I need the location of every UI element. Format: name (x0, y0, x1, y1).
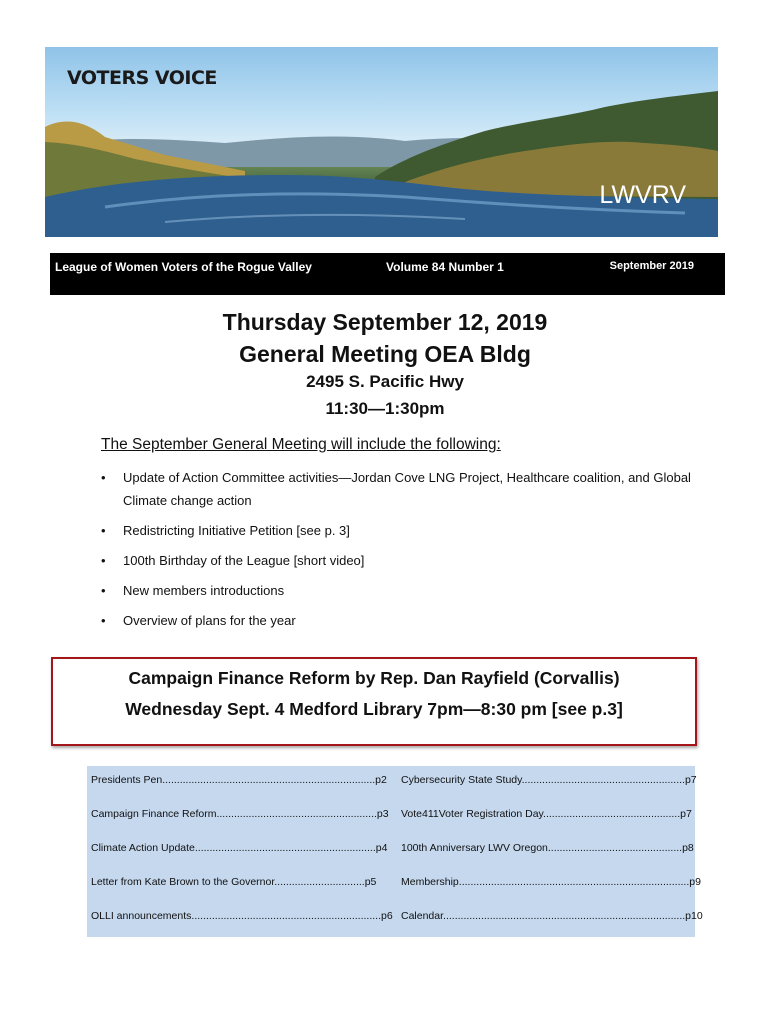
newsletter-title: VOTERS VOICE (67, 67, 217, 89)
organization-name: League of Women Voters of the Rogue Valley (55, 260, 312, 274)
toc-entry[interactable]: Membership...............................................................................p9 (401, 876, 701, 888)
toc-entry[interactable]: Climate Action Update..............................................................p4 (91, 842, 388, 854)
agenda-list (101, 466, 701, 639)
agenda-item: • 100th Birthday of the League [short video] (101, 549, 701, 572)
toc-entry[interactable]: OLLI announcements.................................................................p6 (91, 910, 393, 922)
callout-title: Campaign Finance Reform by Rep. Dan Rayfield (Corvallis) (128, 668, 620, 688)
toc-entry[interactable]: Vote411Voter Registration Day...............................................p7 (401, 808, 692, 820)
volume-number: Volume 84 Number 1 (386, 260, 504, 274)
toc-entry[interactable]: Campaign Finance Reform.......................................................p3 (91, 808, 389, 820)
toc-entry[interactable]: Calendar...................................................................................p10 (401, 910, 703, 922)
meeting-time: 11:30—1:30pm (325, 399, 445, 418)
agenda-item: • Update of Action Committee activities—Jordan Cove LNG Project, Healthcare coalition, and Global Climate change action (101, 466, 701, 512)
callout-details: Wednesday Sept. 4 Medford Library 7pm—8:30 pm [see p.3] (125, 699, 623, 719)
toc-entry[interactable]: Cybersecurity State Study........................................................p7 (401, 774, 697, 786)
meeting-date: Thursday September 12, 2019 (222, 309, 548, 335)
masthead-bar (50, 253, 725, 295)
toc-entry[interactable]: 100th Anniversary LWV Oregon..............................................p8 (401, 842, 694, 854)
masthead-banner-photo (45, 47, 718, 237)
agenda-item: • Redistricting Initiative Petition [see p. 3] (101, 519, 701, 542)
agenda-intro: The September General Meeting will include the following: (101, 436, 501, 453)
toc-entry[interactable]: Presidents Pen.........................................................................p2 (91, 774, 387, 786)
issue-date: September 2019 (609, 260, 694, 272)
toc-entry[interactable]: Letter from Kate Brown to the Governor...............................p5 (91, 876, 377, 888)
meeting-address: 2495 S. Pacific Hwy (306, 372, 464, 391)
meeting-title: General Meeting OEA Bldg (239, 341, 531, 367)
organization-acronym: LWVRV (599, 181, 686, 209)
agenda-item: • Overview of plans for the year (101, 609, 701, 632)
event-callout-box (51, 657, 697, 746)
agenda-item: • New members introductions (101, 579, 701, 602)
table-of-contents (87, 766, 703, 937)
